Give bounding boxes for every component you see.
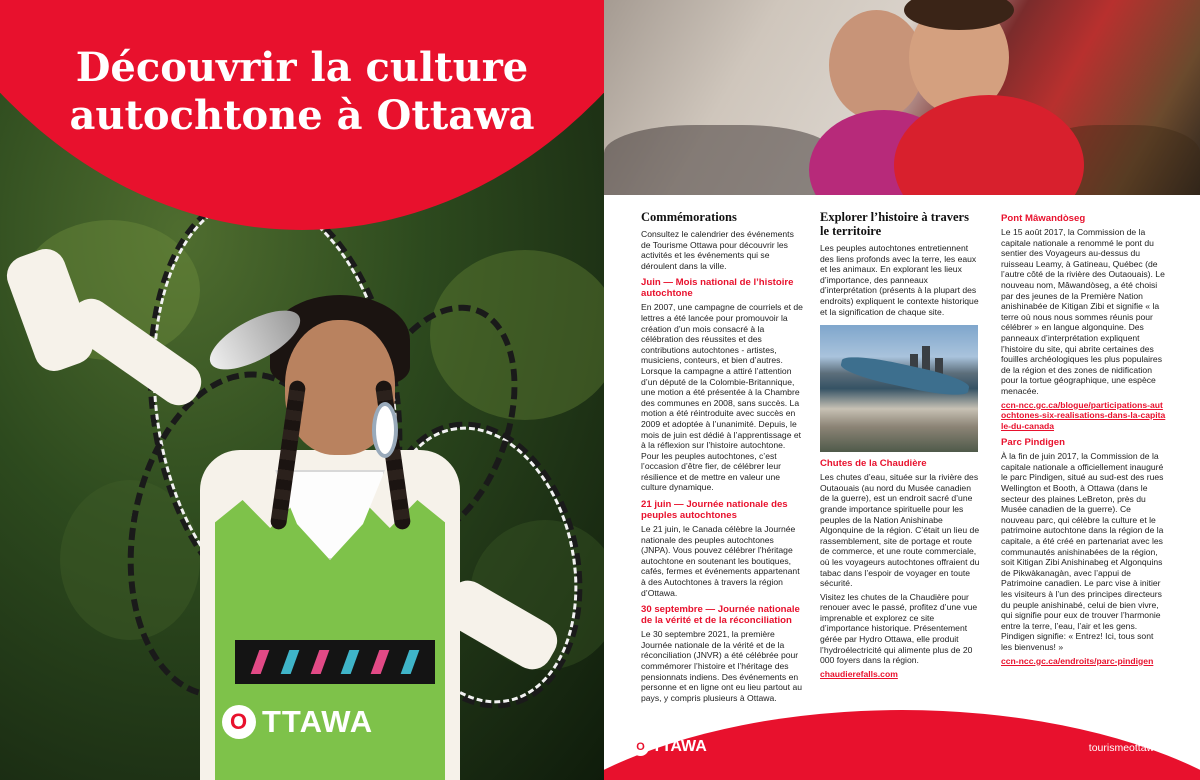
section-body: À la fin de juin 2017, la Commission de la capitale nationale a officiellement inauguré le parc Pindigen, situé au sud-est des rues Wellington et Booth, à Ottawa (dans le secteur des plaines LeBreton, près du Musée canadien de la guerre). Ce nouveau parc, qui célèbre la culture et le patrimoine autochtone dans la région de la capitale, a été créé en partenariat avec les communautés anishinabées de la région, soit Kitigan Zibi Anishinabeg et Algonquins de Pikwàkanagàn, avec l’appui de Patrimoine canadien. Le parc vise à initier les visiteurs à l’un des principes directeurs du peuple anishinabé, celui de bien vivre, qui signifie pour eux de trouver l’harmonie entre la terre, l’eau, l’air et les gens. Pindigen signifie: « Entrez! Ici, tous sont les bienvenus! » — [1001, 451, 1164, 652]
heading-commemorations: Commémorations — [641, 210, 737, 224]
column-explorer — [820, 210, 980, 679]
footer-ottawa-logo — [632, 738, 707, 756]
chaudiere-link[interactable]: chaudierefalls.com — [820, 668, 898, 679]
column-sites — [1001, 213, 1166, 666]
section-body: Visitez les chutes de la Chaudière pour renouer avec le passé, profitez d’une vue imprenable et explorez ce site d’importance historique. Présentement gérée par Hydro Ottawa, elle produit l’hydroélectricité qui alimente plus de 20 000 foyers dans la région. — [820, 591, 978, 666]
section-title: Chutes de la Chaudière — [820, 458, 927, 470]
section-title: Parc Pindigen — [1001, 437, 1065, 449]
chaudiere-falls-photo — [820, 325, 978, 452]
mawandoseg-link[interactable]: ccn-ncc.gc.ca/blogue/participations-autochtones-six-realisations-dans-la-capitale-du-canada — [1001, 399, 1166, 431]
section-body: Le 15 août 2017, la Commission de la capitale nationale a renommé le pont du sentier des Voyageurs au-dessus du ruisseau Leamy, à Gatineau, Québec (de l’autre côté de la rivière des Outaouais). Le nouveau nom, Mâwandòseg, a été choisi par des jeunes de la Première Nation anishinabée de Kitigan Zibi et signifie « la terre où nous nous sommes réunis pour célébrer » en langue algonquine. Des panneaux d’interprétation expliquent l’histoire du site, qui abrite certaines des fouilles archéologiques les plus populaires de la région et des zones de nidification pour la tortue géographique, une espèce menacée. — [1001, 227, 1165, 396]
market-photo — [604, 0, 1200, 195]
section-title: Pont Mâwandòseg — [1001, 213, 1086, 224]
section-body: Le 30 septembre 2021, la première Journée nationale de la vérité et de la réconciliation (JNVR) a été célébrée pour commémorer l’histoire et l’héritage des pensionnats indiens. Des événements en personne et en ligne ont eu lieu partout au pays, y compris plusieurs à Ottawa. — [641, 629, 803, 703]
section-body: En 2007, une campagne de courriels et de lettres a été lancée pour promouvoir la création d’un mois consacré à la célébration des réussites et des contributions autochtones - artistes, musiciens, conteurs, et bien d’autres. Lorsque la campagne a attiré l’attention d’un député de la Colombie-Britannique, une motion a été présentée à la Chambre des communes en 2008, sans succès. La motion a été réintroduite avec succès en 2009 et adoptée à l’unanimité. Depuis, le mois de juin est dédié à l’apprentissage et à la réflexion sur l’histoire autochtone. Pour les peuples autochtones, c’est l’occasion d’être fier, de célébrer leur résilience et de mettre en valeur une culture dynamique. — [641, 302, 803, 493]
section-body: Le 21 juin, le Canada célèbre la Journée nationale des peuples autochtones (JNPA). Vous pouvez célébrer l’héritage autochtone en soutenant les boutiques, cafés, fermes et événements appartenant à des Autochtones à travers la région d’Ottawa. — [641, 524, 800, 598]
column-commemorations — [641, 210, 803, 706]
ottawa-logo-text: TTAWA — [262, 704, 374, 739]
section-title: 30 septembre — Journée nationale de la vérité et de la réconciliation — [641, 604, 800, 627]
section-title: Juin — Mois national de l’histoire autochtone — [641, 277, 794, 300]
footer-band — [604, 698, 1200, 780]
section-title: 21 juin — Journée nationale des peuples autochtones — [641, 499, 788, 522]
pindigen-link[interactable]: ccn-ncc.gc.ca/endroits/parc-pindigen — [1001, 655, 1154, 666]
ottawa-logo — [222, 704, 373, 740]
website-link[interactable]: tourismeottawa.ca — [1088, 742, 1174, 754]
heading-explorer: Explorer l’histoire à travers le territoire — [820, 210, 969, 238]
intro-commemorations: Consultez le calendrier des événements de Tourisme Ottawa pour découvrir les activités et les événements qui se déroulent dans la ville. — [641, 229, 794, 271]
right-page — [604, 0, 1200, 780]
section-body: Les chutes d’eau, située sur la rivière des Outaouais (au nord du Musée canadien de la guerre), est un endroit sacré d’une grande importance spirituelle pour les peuples de la Nation Anishinabe Algonquine de la région. C’était un lieu de rassemblement, site de portage et route de commerce, et une route commerciale, où les voyageurs autochtones offraient du tabac dans l’espoir de voyager en toute sécurité. — [820, 472, 980, 589]
footer-logo-text: TTAWA — [652, 738, 707, 755]
intro-explorer: Les peuples autochtones entretiennent des liens profonds avec la terre, les eaux et les animaux. En explorant les lieux d’importance, des panneaux d’interprétation (présents à la plupart des endroits) expliquent le contexte historique et la signification de chaque site. — [820, 243, 979, 317]
ottawa-sun-icon: O — [222, 705, 256, 739]
ottawa-sun-icon: O — [632, 739, 649, 756]
page-title: Découvrir la culture autochtone à Ottawa — [69, 44, 535, 139]
